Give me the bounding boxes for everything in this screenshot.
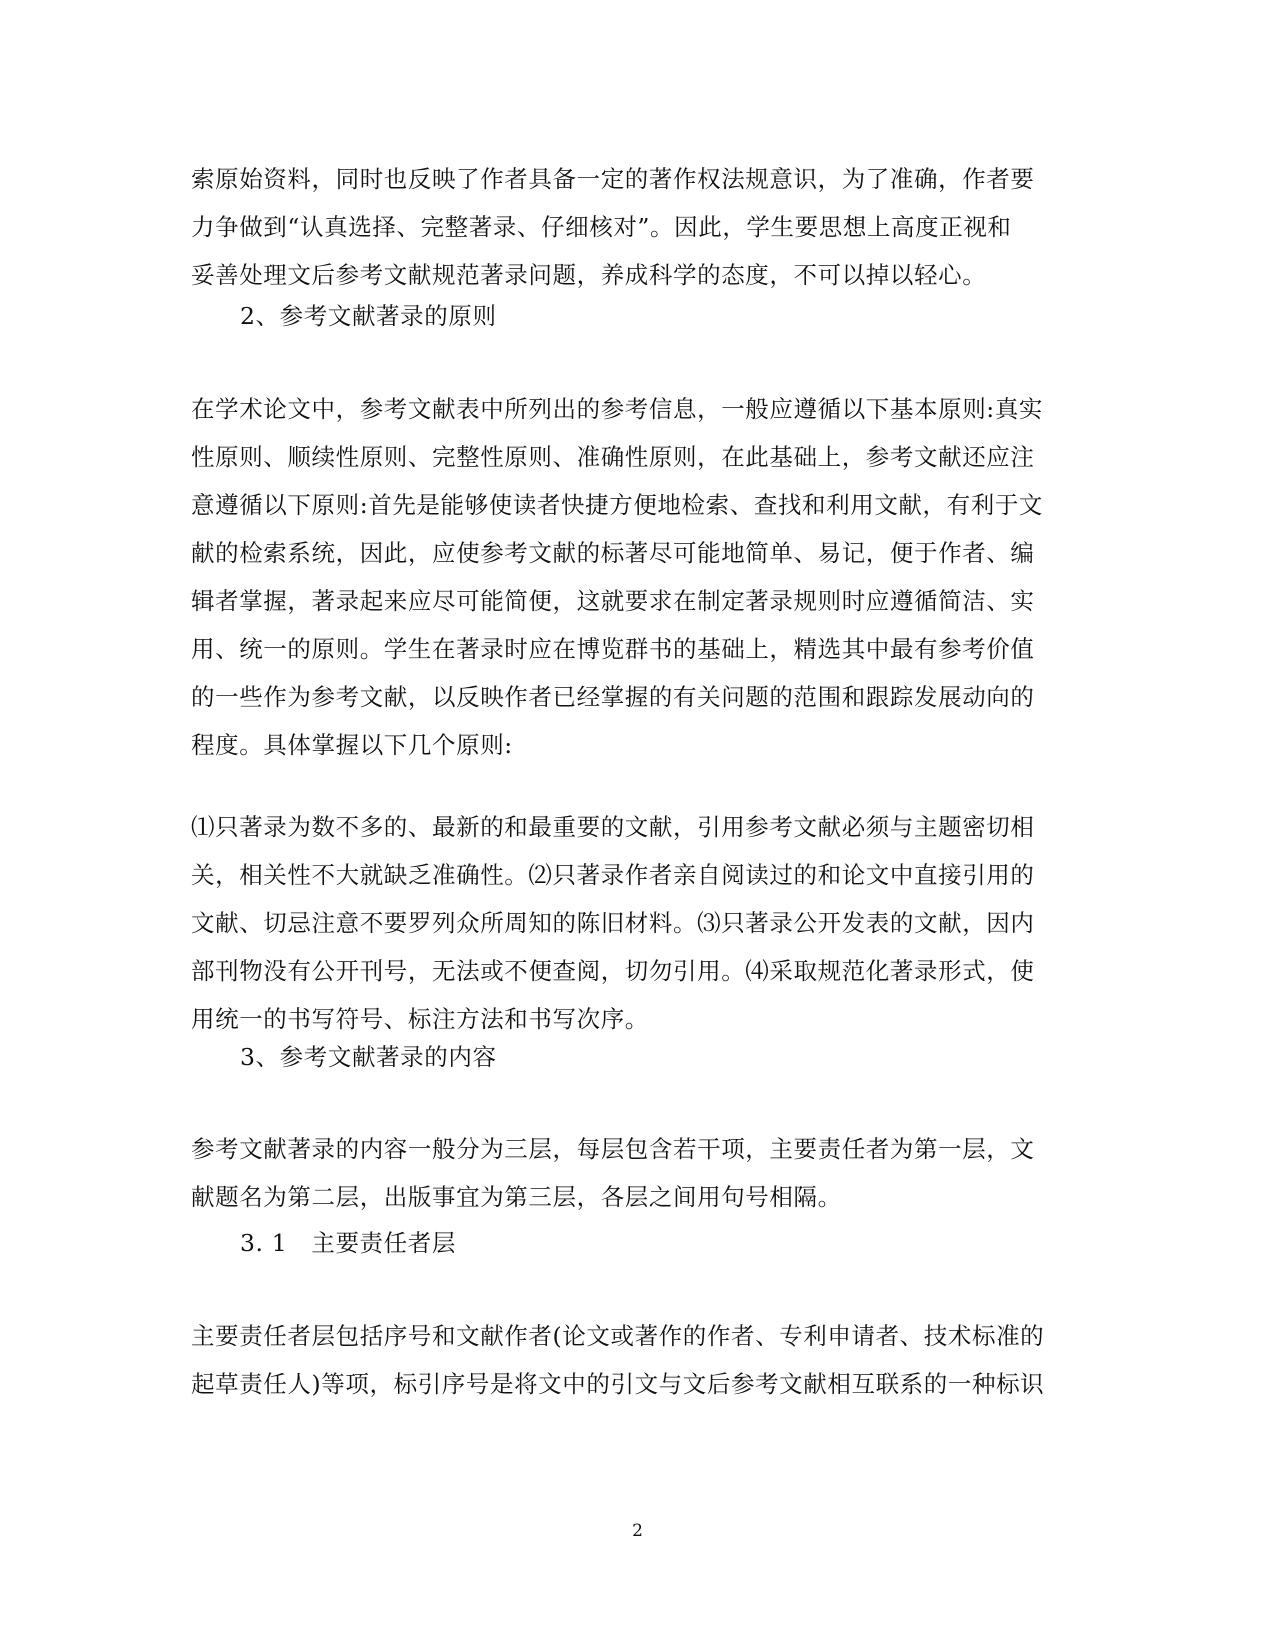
text-line: 妥善处理文后参考文献规范著录问题，养成科学的态度，不可以掉以轻心。	[191, 261, 987, 289]
section-heading-3-1: 3. 1 主要责任者层	[240, 1229, 456, 1257]
text-line: 主要责任者层包括序号和文献作者(论文或著作的作者、专利申请者、技术标准的	[191, 1322, 1045, 1350]
text-line: 意遵循以下原则:首先是能够使读者快捷方便地检索、查找和利用文献，有利于文	[191, 491, 1044, 519]
text-line: 在学术论文中，参考文献表中所列出的参考信息，一般应遵循以下基本原则:真实	[191, 395, 1044, 423]
text-line: 献的检索系统，因此，应使参考文献的标著尽可能地简单、易记，便于作者、编	[191, 539, 1035, 567]
text-line: 部刊物没有公开刊号，无法或不便查阅，切勿引用。⑷采取规范化著录形式，使	[191, 957, 1035, 985]
paragraph-content	[191, 1125, 1081, 1221]
text-line: 关，相关性不大就缺乏准确性。⑵只著录作者亲自阅读过的和论文中直接引用的	[191, 861, 1035, 889]
text-line: 献题名为第二层，出版事宜为第三层，各层之间用句号相隔。	[191, 1183, 842, 1211]
text-line: 起草责任人)等项，标引序号是将文中的引文与文后参考文献相互联系的一种标识	[191, 1370, 1045, 1398]
paragraph-responsible	[191, 1312, 1081, 1408]
text-line: 用统一的书写符号、标注方法和书写次序。	[191, 1005, 649, 1033]
text-line: ⑴只著录为数不多的、最新的和最重要的文献，引用参考文献必须与主题密切相	[191, 813, 1035, 841]
text-line: 辑者掌握，著录起来应尽可能简便，这就要求在制定著录规则时应遵循简洁、实	[191, 587, 1035, 615]
text-line: 用、统一的原则。学生在著录时应在博览群书的基础上，精选其中最有参考价值	[191, 635, 1035, 663]
text-line: 力争做到“认真选择、完整著录、仔细核对”。因此，学生要思想上高度正视和	[191, 213, 1012, 241]
text-line: 的一些作为参考文献，以反映作者已经掌握的有关问题的范围和跟踪发展动向的	[191, 683, 1035, 711]
text-line: 程度。具体掌握以下几个原则:	[191, 731, 513, 759]
section-heading-2: 2、参考文献著录的原则	[240, 302, 497, 330]
paragraph-principles	[191, 385, 1081, 769]
text-line: 性原则、顺续性原则、完整性原则、准确性原则，在此基础上，参考文献还应注	[191, 443, 1035, 471]
page-number: 2	[632, 1521, 643, 1541]
text-line: 文献、切忌注意不要罗列众所周知的陈旧材料。⑶只著录公开发表的文献，因内	[191, 909, 1035, 937]
paragraph-intro	[191, 155, 1081, 299]
paragraph-principle-list	[191, 803, 1081, 1043]
section-heading-3: 3、参考文献著录的内容	[240, 1043, 497, 1071]
text-line: 参考文献著录的内容一般分为三层，每层包含若干项，主要责任者为第一层，文	[191, 1135, 1035, 1163]
text-line: 索原始资料，同时也反映了作者具备一定的著作权法规意识，为了准确，作者要	[191, 165, 1035, 193]
